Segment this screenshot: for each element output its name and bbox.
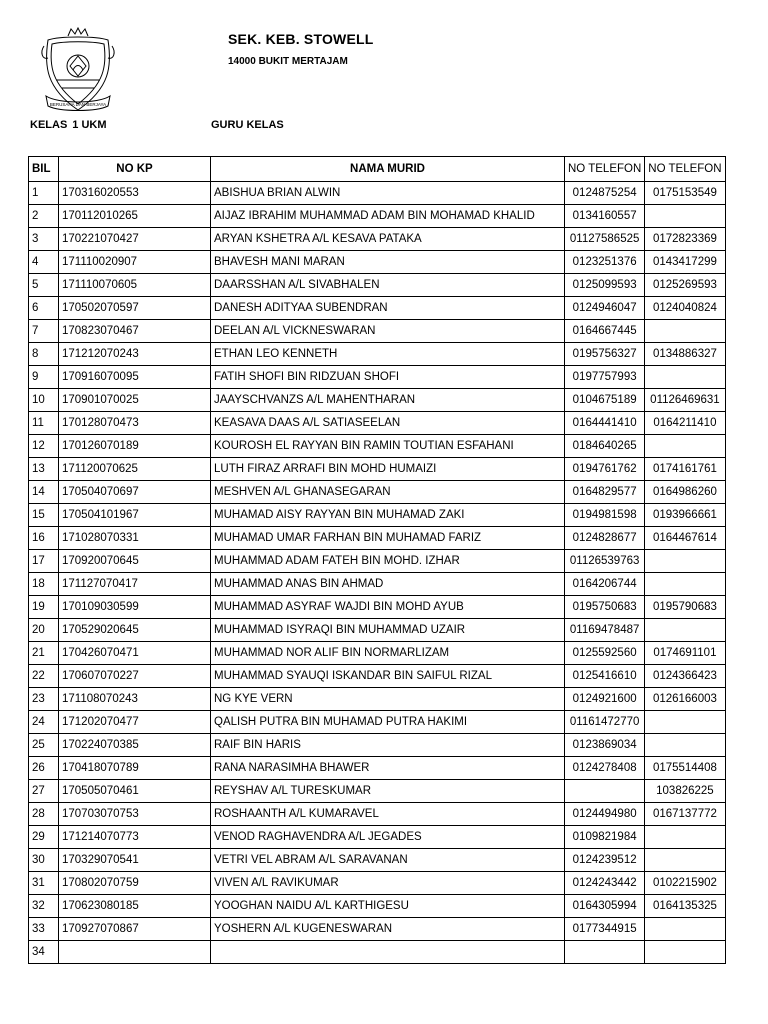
header-no-kp: NO KP <box>59 157 211 182</box>
cell-no-telefon-2: 0167137772 <box>645 803 725 826</box>
cell-no-telefon-1: 01127586525 <box>565 228 645 251</box>
school-crest-logo <box>40 26 116 116</box>
cell-no-telefon-1: 0195750683 <box>565 596 645 619</box>
cell-no-kp: 170607070227 <box>59 665 211 688</box>
cell-nama-murid: VETRI VEL ABRAM A/L SARAVANAN <box>211 849 565 872</box>
cell-nama-murid: REYSHAV A/L TURESKUMAR <box>211 780 565 803</box>
cell-no-kp: 170224070385 <box>59 734 211 757</box>
cell-bil: 21 <box>29 642 59 665</box>
cell-bil: 1 <box>29 182 59 205</box>
table-row <box>29 458 726 481</box>
cell-bil: 13 <box>29 458 59 481</box>
cell-no-kp: 170504070697 <box>59 481 211 504</box>
cell-no-kp: 170126070189 <box>59 435 211 458</box>
cell-no-kp: 170316020553 <box>59 182 211 205</box>
cell-no-telefon-1: 01169478487 <box>565 619 645 642</box>
header-nama-murid: NAMA MURID <box>211 157 565 182</box>
cell-no-telefon-2 <box>645 734 725 757</box>
table-row <box>29 826 726 849</box>
cell-bil: 11 <box>29 412 59 435</box>
cell-nama-murid: LUTH FIRAZ ARRAFI BIN MOHD HUMAIZI <box>211 458 565 481</box>
cell-bil: 22 <box>29 665 59 688</box>
table-row <box>29 251 726 274</box>
table-row <box>29 780 726 803</box>
cell-nama-murid: MUHAMAD UMAR FARHAN BIN MUHAMAD FARIZ <box>211 527 565 550</box>
cell-nama-murid: KOUROSH EL RAYYAN BIN RAMIN TOUTIAN ESFAHANI <box>211 435 565 458</box>
cell-no-telefon-1: 0104675189 <box>565 389 645 412</box>
cell-no-telefon-2: 0125269593 <box>645 274 725 297</box>
cell-no-telefon-1: 0123251376 <box>565 251 645 274</box>
cell-nama-murid: MUHAMMAD NOR ALIF BIN NORMARLIZAM <box>211 642 565 665</box>
cell-nama-murid: MUHAMMAD SYAUQI ISKANDAR BIN SAIFUL RIZAL <box>211 665 565 688</box>
table-row <box>29 389 726 412</box>
svg-text:BERUSAHA DAN BERJAYA: BERUSAHA DAN BERJAYA <box>49 102 107 107</box>
cell-bil: 18 <box>29 573 59 596</box>
cell-no-telefon-1: 01161472770 <box>565 711 645 734</box>
cell-no-telefon-2: 0143417299 <box>645 251 725 274</box>
school-name: SEK. KEB. STOWELL <box>228 31 374 47</box>
cell-nama-murid: QALISH PUTRA BIN MUHAMAD PUTRA HAKIMI <box>211 711 565 734</box>
cell-no-kp: 170426070471 <box>59 642 211 665</box>
cell-no-kp: 171120070625 <box>59 458 211 481</box>
cell-no-telefon-1: 0124921600 <box>565 688 645 711</box>
cell-bil: 31 <box>29 872 59 895</box>
cell-no-telefon-2: 0174161761 <box>645 458 725 481</box>
cell-nama-murid: YOSHERN A/L KUGENESWARAN <box>211 918 565 941</box>
cell-no-kp: 171108070243 <box>59 688 211 711</box>
cell-no-kp: 171110070605 <box>59 274 211 297</box>
cell-no-telefon-1: 0194981598 <box>565 504 645 527</box>
cell-bil: 8 <box>29 343 59 366</box>
table-row <box>29 297 726 320</box>
cell-nama-murid: VIVEN A/L RAVIKUMAR <box>211 872 565 895</box>
table-row <box>29 182 726 205</box>
cell-no-telefon-1: 0134160557 <box>565 205 645 228</box>
cell-bil: 10 <box>29 389 59 412</box>
table-header-row <box>29 157 726 182</box>
cell-no-telefon-1: 0125592560 <box>565 642 645 665</box>
table-row <box>29 596 726 619</box>
cell-bil: 6 <box>29 297 59 320</box>
cell-nama-murid: AIJAZ IBRAHIM MUHAMMAD ADAM BIN MOHAMAD KHALID <box>211 205 565 228</box>
table-row <box>29 642 726 665</box>
cell-bil: 20 <box>29 619 59 642</box>
table-row <box>29 435 726 458</box>
cell-no-telefon-2: 0174691101 <box>645 642 725 665</box>
cell-no-telefon-1: 0184640265 <box>565 435 645 458</box>
cell-nama-murid: BHAVESH MANI MARAN <box>211 251 565 274</box>
cell-no-kp: 170502070597 <box>59 297 211 320</box>
cell-nama-murid: ROSHAANTH A/L KUMARAVEL <box>211 803 565 826</box>
cell-bil: 23 <box>29 688 59 711</box>
cell-no-telefon-2 <box>645 619 725 642</box>
cell-no-telefon-2 <box>645 573 725 596</box>
cell-no-telefon-2 <box>645 550 725 573</box>
cell-nama-murid: RAIF BIN HARIS <box>211 734 565 757</box>
table-row <box>29 481 726 504</box>
cell-no-telefon-2 <box>645 849 725 872</box>
cell-no-kp: 170927070867 <box>59 918 211 941</box>
cell-no-telefon-1: 0124946047 <box>565 297 645 320</box>
table-row <box>29 665 726 688</box>
class-value: 1 UKM <box>72 119 107 131</box>
cell-no-telefon-1: 0125099593 <box>565 274 645 297</box>
table-row <box>29 412 726 435</box>
table-row <box>29 619 726 642</box>
cell-nama-murid: MUHAMMAD ANAS BIN AHMAD <box>211 573 565 596</box>
teacher-label: GURU KELAS <box>211 119 284 131</box>
cell-bil: 5 <box>29 274 59 297</box>
cell-bil: 28 <box>29 803 59 826</box>
table-row <box>29 527 726 550</box>
table-row <box>29 205 726 228</box>
table-row <box>29 504 726 527</box>
cell-no-telefon-2 <box>645 320 725 343</box>
cell-no-telefon-1: 0124875254 <box>565 182 645 205</box>
cell-no-kp <box>59 941 211 964</box>
cell-nama-murid: RANA NARASIMHA BHAWER <box>211 757 565 780</box>
student-roster-table <box>28 156 726 964</box>
cell-nama-murid: MESHVEN A/L GHANASEGARAN <box>211 481 565 504</box>
cell-no-telefon-1 <box>565 941 645 964</box>
cell-bil: 9 <box>29 366 59 389</box>
table-row <box>29 941 726 964</box>
cell-no-telefon-2 <box>645 205 725 228</box>
cell-no-telefon-2: 0164135325 <box>645 895 725 918</box>
table-body <box>29 182 726 964</box>
cell-bil: 29 <box>29 826 59 849</box>
cell-nama-murid: ARYAN KSHETRA A/L KESAVA PATAKA <box>211 228 565 251</box>
cell-nama-murid: DEELAN A/L VICKNESWARAN <box>211 320 565 343</box>
cell-no-telefon-1: 0124494980 <box>565 803 645 826</box>
cell-nama-murid: KEASAVA DAAS A/L SATIASEELAN <box>211 412 565 435</box>
cell-no-telefon-2: 0172823369 <box>645 228 725 251</box>
cell-nama-murid: MUHAMMAD ASYRAF WAJDI BIN MOHD AYUB <box>211 596 565 619</box>
cell-no-telefon-1: 0177344915 <box>565 918 645 941</box>
cell-no-telefon-1 <box>565 780 645 803</box>
cell-no-telefon-1: 0195756327 <box>565 343 645 366</box>
cell-no-telefon-1: 0124278408 <box>565 757 645 780</box>
table-row <box>29 803 726 826</box>
cell-no-kp: 171202070477 <box>59 711 211 734</box>
cell-bil: 33 <box>29 918 59 941</box>
table-row <box>29 573 726 596</box>
cell-bil: 27 <box>29 780 59 803</box>
cell-no-kp: 171212070243 <box>59 343 211 366</box>
cell-no-kp: 171127070417 <box>59 573 211 596</box>
table-row <box>29 320 726 343</box>
cell-no-telefon-1: 0109821984 <box>565 826 645 849</box>
cell-no-telefon-2: 0195790683 <box>645 596 725 619</box>
cell-no-kp: 171110020907 <box>59 251 211 274</box>
school-address: 14000 BUKIT MERTAJAM <box>228 56 348 67</box>
cell-no-kp: 170504101967 <box>59 504 211 527</box>
cell-no-kp: 170505070461 <box>59 780 211 803</box>
cell-bil: 30 <box>29 849 59 872</box>
cell-no-telefon-2: 01126469631 <box>645 389 725 412</box>
cell-nama-murid: YOOGHAN NAIDU A/L KARTHIGESU <box>211 895 565 918</box>
cell-no-telefon-2: 0126166003 <box>645 688 725 711</box>
cell-no-kp: 170221070427 <box>59 228 211 251</box>
cell-bil: 15 <box>29 504 59 527</box>
cell-bil: 3 <box>29 228 59 251</box>
class-info <box>30 119 107 131</box>
cell-no-telefon-2: 0193966661 <box>645 504 725 527</box>
cell-nama-murid: DANESH ADITYAA SUBENDRAN <box>211 297 565 320</box>
cell-nama-murid: ETHAN LEO KENNETH <box>211 343 565 366</box>
cell-no-kp: 170823070467 <box>59 320 211 343</box>
cell-nama-murid: MUHAMMAD ADAM FATEH BIN MOHD. IZHAR <box>211 550 565 573</box>
cell-no-kp: 170128070473 <box>59 412 211 435</box>
cell-bil: 16 <box>29 527 59 550</box>
cell-bil: 34 <box>29 941 59 964</box>
cell-bil: 17 <box>29 550 59 573</box>
cell-no-telefon-1: 0164206744 <box>565 573 645 596</box>
cell-no-telefon-1: 01126539763 <box>565 550 645 573</box>
cell-no-kp: 170916070095 <box>59 366 211 389</box>
cell-no-kp: 171214070773 <box>59 826 211 849</box>
cell-nama-murid <box>211 941 565 964</box>
cell-no-telefon-1: 0164829577 <box>565 481 645 504</box>
class-label: KELAS <box>30 119 68 131</box>
header-no-telefon-1: NO TELEFON <box>565 157 645 182</box>
table-row <box>29 343 726 366</box>
table-row <box>29 895 726 918</box>
cell-no-telefon-2: 0164467614 <box>645 527 725 550</box>
cell-no-kp: 170529020645 <box>59 619 211 642</box>
table-row <box>29 849 726 872</box>
cell-no-telefon-1: 0125416610 <box>565 665 645 688</box>
table-row <box>29 274 726 297</box>
table-row <box>29 228 726 251</box>
cell-no-kp: 170623080185 <box>59 895 211 918</box>
cell-bil: 24 <box>29 711 59 734</box>
cell-no-telefon-2 <box>645 366 725 389</box>
cell-bil: 25 <box>29 734 59 757</box>
table-row <box>29 757 726 780</box>
cell-no-telefon-1: 0197757993 <box>565 366 645 389</box>
cell-no-telefon-1: 0124828677 <box>565 527 645 550</box>
cell-no-kp: 170109030599 <box>59 596 211 619</box>
cell-no-kp: 170802070759 <box>59 872 211 895</box>
cell-no-telefon-2 <box>645 826 725 849</box>
cell-no-telefon-2 <box>645 435 725 458</box>
cell-no-telefon-1: 0164305994 <box>565 895 645 918</box>
cell-no-kp: 170418070789 <box>59 757 211 780</box>
cell-no-kp: 170329070541 <box>59 849 211 872</box>
cell-no-telefon-2: 0124366423 <box>645 665 725 688</box>
cell-nama-murid: VENOD RAGHAVENDRA A/L JEGADES <box>211 826 565 849</box>
header-no-telefon-2: NO TELEFON <box>645 157 725 182</box>
header-bil: BIL <box>29 157 59 182</box>
cell-no-telefon-2: 0164986260 <box>645 481 725 504</box>
cell-nama-murid: MUHAMMAD ISYRAQI BIN MUHAMMAD UZAIR <box>211 619 565 642</box>
cell-no-telefon-2: 0175153549 <box>645 182 725 205</box>
cell-no-telefon-2: 0134886327 <box>645 343 725 366</box>
cell-no-telefon-1: 0124239512 <box>565 849 645 872</box>
cell-nama-murid: FATIH SHOFI BIN RIDZUAN SHOFI <box>211 366 565 389</box>
cell-no-telefon-2 <box>645 711 725 734</box>
cell-bil: 4 <box>29 251 59 274</box>
cell-no-telefon-1: 0194761762 <box>565 458 645 481</box>
cell-no-kp: 171028070331 <box>59 527 211 550</box>
cell-no-kp: 170112010265 <box>59 205 211 228</box>
cell-no-telefon-2: 103826225 <box>645 780 725 803</box>
cell-bil: 32 <box>29 895 59 918</box>
table-row <box>29 366 726 389</box>
cell-no-kp: 170703070753 <box>59 803 211 826</box>
cell-nama-murid: MUHAMAD AISY RAYYAN BIN MUHAMAD ZAKI <box>211 504 565 527</box>
cell-no-telefon-1: 0164667445 <box>565 320 645 343</box>
table-row <box>29 688 726 711</box>
cell-no-telefon-1: 0123869034 <box>565 734 645 757</box>
cell-bil: 12 <box>29 435 59 458</box>
cell-no-telefon-2 <box>645 941 725 964</box>
table-row <box>29 734 726 757</box>
cell-bil: 19 <box>29 596 59 619</box>
cell-bil: 2 <box>29 205 59 228</box>
cell-no-telefon-1: 0124243442 <box>565 872 645 895</box>
cell-bil: 26 <box>29 757 59 780</box>
cell-no-telefon-1: 0164441410 <box>565 412 645 435</box>
cell-nama-murid: ABISHUA BRIAN ALWIN <box>211 182 565 205</box>
cell-bil: 14 <box>29 481 59 504</box>
cell-no-telefon-2: 0102215902 <box>645 872 725 895</box>
table-row <box>29 550 726 573</box>
cell-nama-murid: DAARSSHAN A/L SIVABHALEN <box>211 274 565 297</box>
cell-nama-murid: JAAYSCHVANZS A/L MAHENTHARAN <box>211 389 565 412</box>
cell-no-kp: 170901070025 <box>59 389 211 412</box>
cell-bil: 7 <box>29 320 59 343</box>
cell-no-telefon-2: 0164211410 <box>645 412 725 435</box>
table-row <box>29 711 726 734</box>
cell-no-telefon-2 <box>645 918 725 941</box>
cell-no-kp: 170920070645 <box>59 550 211 573</box>
cell-no-telefon-2: 0175514408 <box>645 757 725 780</box>
cell-nama-murid: NG KYE VERN <box>211 688 565 711</box>
cell-no-telefon-2: 0124040824 <box>645 297 725 320</box>
table-row <box>29 918 726 941</box>
table-row <box>29 872 726 895</box>
